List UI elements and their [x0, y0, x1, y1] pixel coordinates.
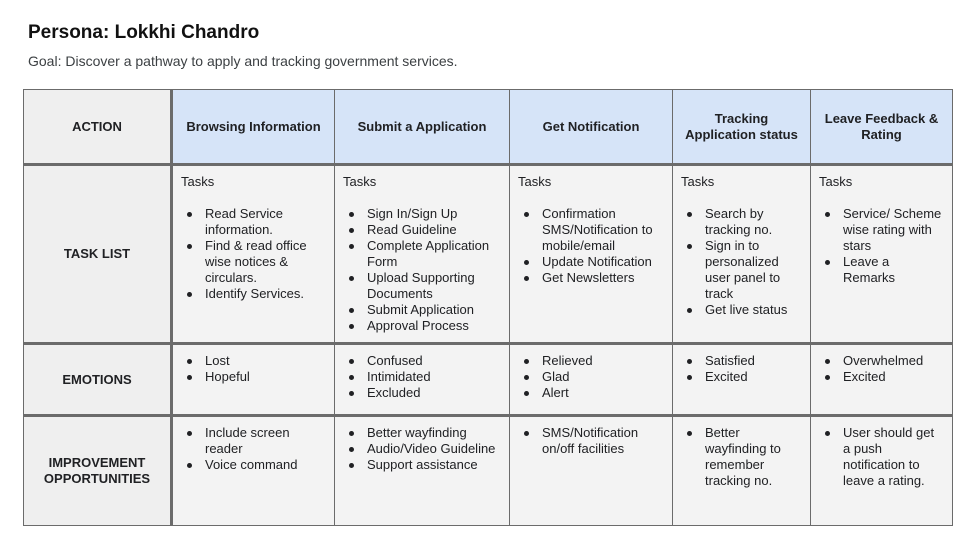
task-list [518, 206, 664, 286]
improvement-list [343, 425, 501, 473]
task-cell-browsing [172, 165, 335, 344]
list-item: Voice command [181, 457, 326, 473]
emotion-list [819, 353, 944, 385]
task-cell-feedback [811, 165, 953, 344]
row-label-emotions: EMOTIONS [24, 344, 172, 416]
emotion-list [518, 353, 664, 401]
list-item: Include screen reader [181, 425, 326, 457]
list-item: Better wayfinding to remember tracking no. [681, 425, 802, 489]
list-item: Service/ Scheme wise rating with stars [819, 206, 944, 254]
improvement-cell-tracking [673, 416, 811, 526]
improvement-cell-feedback [811, 416, 953, 526]
task-list-row [24, 165, 953, 344]
action-corner-header: ACTION [24, 90, 172, 165]
task-list [681, 206, 802, 318]
list-item: Identify Services. [181, 286, 326, 302]
list-item: Leave a Remarks [819, 254, 944, 286]
stage-header-browsing: Browsing Information [172, 90, 335, 165]
list-item: Alert [518, 385, 664, 401]
list-item: Excited [819, 369, 944, 385]
list-item: Excited [681, 369, 802, 385]
list-item: Approval Process [343, 318, 501, 334]
improvement-list [518, 425, 664, 457]
task-list [819, 206, 944, 286]
list-item: Read Service information. [181, 206, 326, 238]
task-list [181, 206, 326, 302]
improvement-list [819, 425, 944, 489]
tasks-label: Tasks [819, 174, 853, 189]
list-item: Search by tracking no. [681, 206, 802, 238]
list-item: Get live status [681, 302, 802, 318]
row-label-improvement: IMPROVEMENT OPPORTUNITIES [24, 416, 172, 526]
stage-header-row [24, 90, 953, 165]
emotion-list [343, 353, 501, 401]
list-item: Better wayfinding [343, 425, 501, 441]
improvement-list [181, 425, 326, 473]
persona-title: Persona: Lokkhi Chandro [28, 22, 260, 43]
list-item: Confused [343, 353, 501, 369]
list-item: Satisfied [681, 353, 802, 369]
emotion-list [681, 353, 802, 385]
emotions-row [24, 344, 953, 416]
improvement-cell-submit [335, 416, 510, 526]
improvement-cell-browsing [172, 416, 335, 526]
persona-goal: Goal: Discover a pathway to apply and tracking government services. [28, 53, 458, 69]
list-item: Upload Supporting Documents [343, 270, 501, 302]
list-item: Sign In/Sign Up [343, 206, 501, 222]
task-cell-notification [510, 165, 673, 344]
row-label-task-list: TASK LIST [24, 165, 172, 344]
stage-header-feedback: Leave Feedback & Rating [811, 90, 953, 165]
tasks-label: Tasks [181, 174, 215, 189]
task-cell-submit [335, 165, 510, 344]
task-list [343, 206, 501, 334]
improvement-cell-notification [510, 416, 673, 526]
emotion-cell-tracking [673, 344, 811, 416]
journey-map-table [23, 89, 953, 526]
stage-header-tracking: Tracking Application status [673, 90, 811, 165]
list-item: Intimidated [343, 369, 501, 385]
list-item: Sign in to personalized user panel to track [681, 238, 802, 302]
list-item: Get Newsletters [518, 270, 664, 286]
list-item: Update Notification [518, 254, 664, 270]
tasks-label: Tasks [518, 174, 552, 189]
stage-header-submit: Submit a Application [335, 90, 510, 165]
emotion-list [181, 353, 326, 385]
task-cell-tracking [673, 165, 811, 344]
list-item: SMS/Notification on/off facilities [518, 425, 664, 457]
list-item: Support assistance [343, 457, 501, 473]
list-item: Read Guideline [343, 222, 501, 238]
list-item: Overwhelmed [819, 353, 944, 369]
improvement-row [24, 416, 953, 526]
improvement-list [681, 425, 802, 489]
list-item: User should get a push notification to leave a rating. [819, 425, 944, 489]
list-item: Relieved [518, 353, 664, 369]
list-item: Audio/Video Guideline [343, 441, 501, 457]
list-item: Glad [518, 369, 664, 385]
tasks-label: Tasks [343, 174, 377, 189]
emotion-cell-feedback [811, 344, 953, 416]
list-item: Find & read office wise notices & circulars. [181, 238, 326, 286]
tasks-label: Tasks [681, 174, 715, 189]
stage-header-notification: Get Notification [510, 90, 673, 165]
emotion-cell-notification [510, 344, 673, 416]
list-item: Excluded [343, 385, 501, 401]
list-item: Submit Application [343, 302, 501, 318]
emotion-cell-submit [335, 344, 510, 416]
list-item: Hopeful [181, 369, 326, 385]
list-item: Lost [181, 353, 326, 369]
list-item: Complete Application Form [343, 238, 501, 270]
list-item: Confirmation SMS/Notification to mobile/email [518, 206, 664, 254]
emotion-cell-browsing [172, 344, 335, 416]
